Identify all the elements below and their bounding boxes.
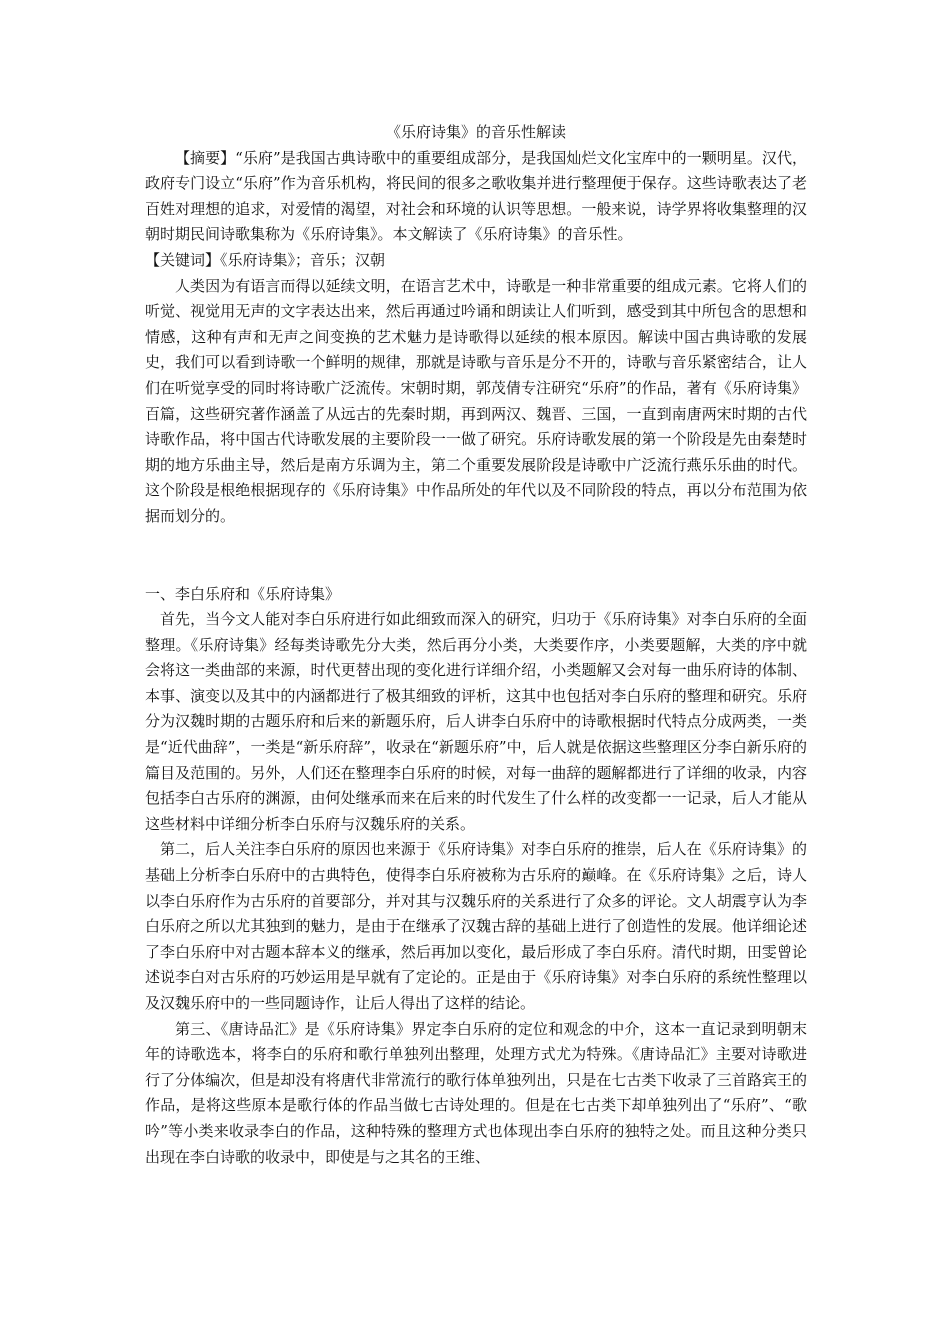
document-title: 《乐府诗集》的音乐性解读 <box>385 123 566 141</box>
section-1-paragraph-2: 第二，后人关注李白乐府的原因也来源于《乐府诗集》对李白乐府的推崇，后人在《乐府诗集》的基础上分析李白乐府中的古典特色，使得李白乐府被称为古乐府的巅峰。在《乐府诗集》之后，诗人以李白乐府作为古乐府的首要部分，并对其与汉魏乐府的关系进行了众多的评论。文人胡震亨认为李白乐府之所以尤其独到的魅力，是由于在继承了汉魏古辞的基础上进行了创造性的发展。他详细论述了李白乐府中对古题本辞本义的继承，然后再加以变化，最后形成了李白乐府。清代时期，田雯曾论述说李白对古乐府的巧妙运用是早就有了定论的。正是由于《乐府诗集》对李白乐府的系统性整理以及汉魏乐府中的一些同题诗作，让后人得出了这样的结论。 <box>145 840 807 1012</box>
abstract-paragraph: 【摘要】“乐府”是我国古典诗歌中的重要组成部分，是我国灿烂文化宝库中的一颗明星。汉代，政府专门设立“乐府”作为音乐机构，将民间的很多之歌收集并进行整理便于保存。这些诗歌表达了老百姓对理想的追求，对爱情的渴望，对社会和环境的认识等思想。一般来说，诗学界将收集整理的汉朝时期民间诗歌集称为《乐府诗集》。本文解读了《乐府诗集》的音乐性。 <box>145 148 807 244</box>
section-1-paragraph-1: 首先，当今文人能对李白乐府进行如此细致而深入的研究，归功于《乐府诗集》对李白乐府的全面整理。《乐府诗集》经每类诗歌先分大类，然后再分小类，大类要作序，小类要题解，大类的序中就会将这一类曲部的来源，时代更替出现的变化进行详细介绍，小类题解又会对每一曲乐府诗的体制、本事、演变以及其中的内涵都进行了极其细致的评析，这其中也包括对李白乐府的整理和研究。乐府分为汉魏时期的古题乐府和后来的新题乐府，后人讲李白乐府中的诗歌根据时代特点分成两类，一类是“近代曲辞”，一类是“新乐府辞”，收录在“新题乐府”中，后人就是依据这些整理区分李白新乐府的篇目及范围的。另外，人们还在整理李白乐府的时候，对每一曲辞的题解都进行了详细的收录，内容包括李白古乐府的渊源，由何处继承而来在后来的时代发生了什么样的改变都一一记录，后人才能从这些材料中详细分析李白乐府与汉魏乐府的关系。 <box>145 610 807 833</box>
intro-paragraph: 人类因为有语言而得以延续文明，在语言艺术中，诗歌是一种非常重要的组成元素。它将人们的听觉、视觉用无声的文字表达出来，然后再通过吟诵和朗读让人们听到，感受到其中所包含的思想和情感，这种有声和无声之间变换的艺术魅力是诗歌得以延续的根本原因。解读中国古典诗歌的发展史，我们可以看到诗歌一个鲜明的规律，那就是诗歌与音乐是分不开的，诗歌与音乐紧密结合，让人们在听觉享受的同时将诗歌广泛流传。宋朝时期，郭茂倩专注研究“乐府”的作品，著有《乐府诗集》百篇，这些研究著作涵盖了从远古的先秦时期，再到两汉、魏晋、三国，一直到南唐两宋时期的古代诗歌作品，将中国古代诗歌发展的主要阶段一一做了研究。乐府诗歌发展的第一个阶段是先由秦楚时期的地方乐曲主导，然后是南方乐调为主，第二个重要发展阶段是诗歌中广泛流行燕乐乐曲的时代。这个阶段是根绝根据现存的《乐府诗集》中作品所处的年代以及不同阶段的特点，再以分布范围为依据而划分的。 <box>145 276 807 525</box>
section-1-paragraph-3: 第三、《唐诗品汇》是《乐府诗集》界定李白乐府的定位和观念的中介，这本一直记录到明朝末年的诗歌选本，将李白的乐府和歌行单独列出整理，处理方式尤为特殊。《唐诗品汇》主要对诗歌进行了分体编次，但是却没有将唐代非常流行的歌行体单独列出，只是在七古类下收录了三首路宾王的作品，是将这些原本是歌行体的作品当做七古诗处理的。但是在七古类下却单独列出了“乐府”、“歌吟”等小类来收录李白的作品，这种特殊的整理方式也体现出李白乐府的独特之处。而且这种分类只出现在李白诗歌的收录中，即使是与之其名的王维、 <box>145 1019 807 1166</box>
document-body <box>145 120 807 1170</box>
section-1-heading: 一、李白乐府和《乐府诗集》 <box>145 584 341 603</box>
keywords-line: 【关键词】《乐府诗集》；音乐；汉朝 <box>145 250 386 269</box>
